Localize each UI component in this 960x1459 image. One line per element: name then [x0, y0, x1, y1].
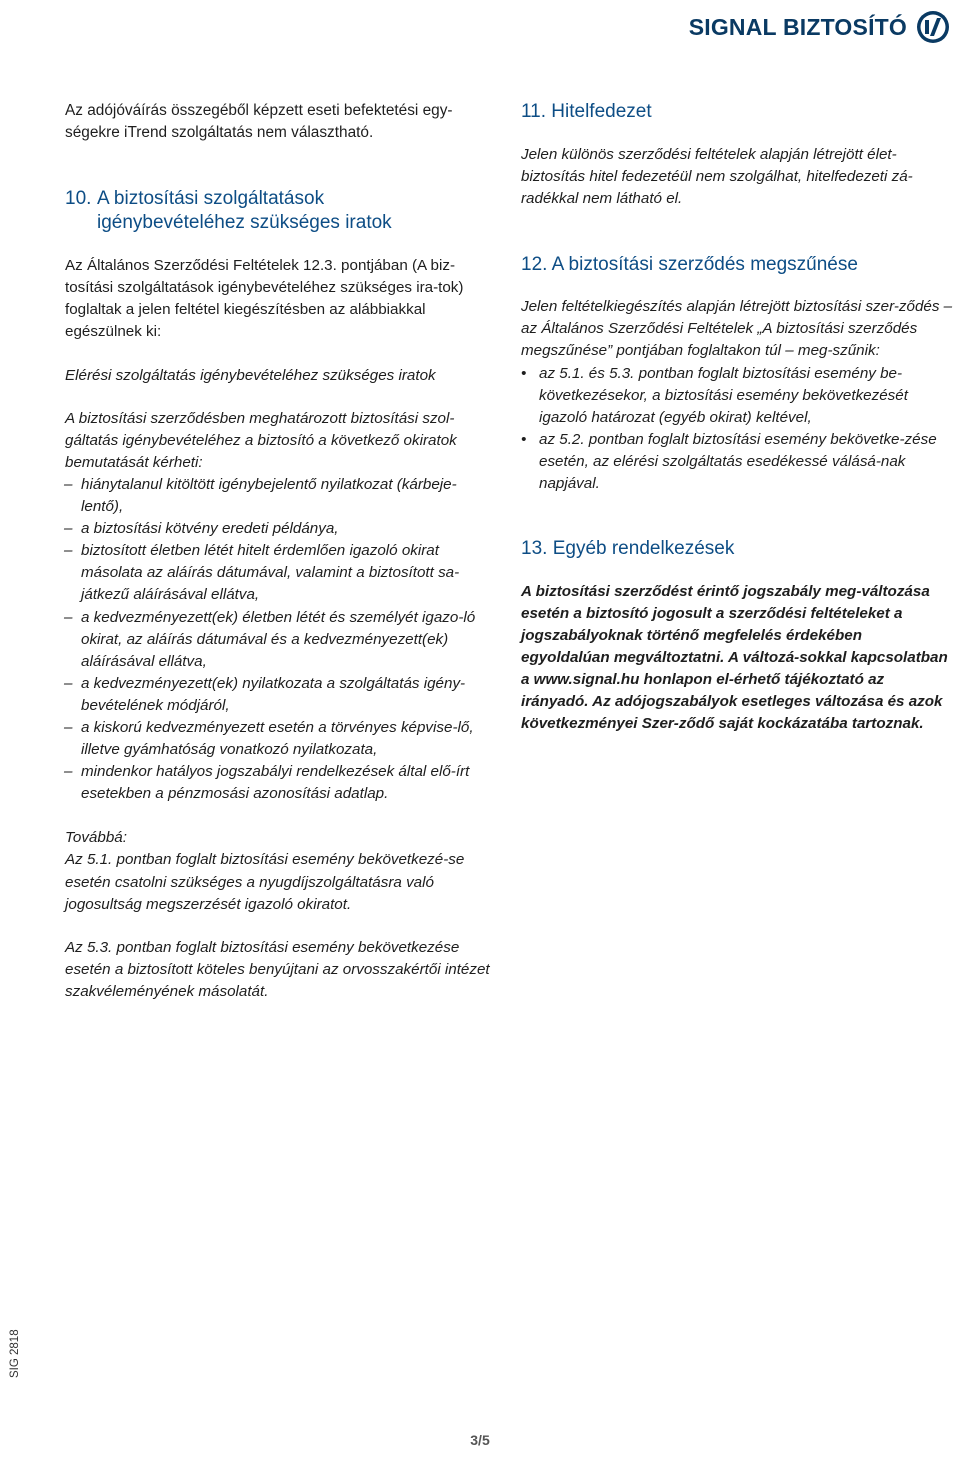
documents-intro: A biztosítási szerződésben meghatározott biztosítási szol-gáltatás igénybevételéhez a biztosító a következő okiratok bemutatását kérheti:: [65, 409, 457, 471]
list-item: • az 5.1. és 5.3. pontban foglalt biztosítási esemény be-következésekor, a biztosítási esemény bekövetkezését igazoló határozat (egyéb okirat) keltével,: [521, 364, 908, 426]
section-12-number: 12.: [521, 253, 548, 275]
section-11-paragraph: Jelen különös szerződési feltételek alapján létrejött élet-biztosítás hitel fedezetéül nem szolgálhat, hitelfedezeti zá-radékkal nem látható el.: [521, 145, 913, 207]
document-code: SIG 2818: [9, 1329, 21, 1378]
termination-conditions-list: [521, 363, 953, 496]
section-13-title: Egyéb rendelkezések: [552, 538, 735, 560]
brand-logo: [689, 10, 950, 44]
list-item: – hiánytalanul kitöltött igénybejelentő nyilatkozat (kárbeje-lentő),: [64, 475, 457, 516]
required-documents-list: [65, 474, 497, 805]
pension-documents-paragraph: Az 5.1. pontban foglalt biztosítási esemény bekövetkezé-se esetén csatolni szükséges a nyugdíjszolgáltatásra való jogosultság megszerzését igazoló okiratot.: [65, 851, 465, 913]
medical-expert-paragraph: Az 5.3. pontban foglalt biztosítási esemény bekövetkezése esetén a biztosított köteles benyújtani az orvosszakértői intézet szakvéleményének másolatát.: [65, 938, 490, 1000]
section-10-paragraph: Az Általános Szerződési Feltételek 12.3. pontjában (A biz-tosítási szolgáltatások igénybevételéhez szükséges ira-tok) foglaltak a jelen feltétel kiegészítésben az alábbiakkal egészülnek ki:: [65, 257, 464, 341]
section-11-number: 11.: [521, 101, 547, 122]
list-item: – a biztosítási kötvény eredeti példánya,: [64, 520, 339, 538]
list-item: – mindenkor hatályos jogszabályi rendelkezések által elő-írt esetekben a pénzmosási azonosítási adatlap.: [64, 763, 470, 803]
section-10-subheading: Elérési szolgáltatás igénybevételéhez szükséges iratok: [65, 366, 436, 384]
section-12-paragraph: Jelen feltételkiegészítés alapján létrejött biztosítási szer-ződés – az Általános Szerződési Feltételek „A biztosítási szerződés megszűnése” pontjában foglaltakon túl – meg-szűnik:: [521, 298, 953, 360]
section-13-heading: [521, 537, 953, 561]
list-item: – biztosított életben létét hitelt érdemlően igazoló okirat másolata az aláírás dátumával, valamint a biztosított sa-játkezű aláírásával ellátva,: [64, 542, 460, 604]
section-12-heading: [521, 253, 953, 277]
signal-circle-logo-icon: [916, 10, 950, 44]
brand-name: SIGNAL BIZTOSÍTÓ: [688, 13, 907, 40]
page-number: 3/5: [470, 1432, 490, 1448]
list-item: – a kiskorú kedvezményezett esetén a törvényes képvise-lő, illetve gyámhatóság vonatkozó nyilatkozata,: [64, 718, 474, 759]
list-item: – a kedvezményezett(ek) életben létét és személyét igazo-ló okirat, az aláírás dátumával és a kedvezményezett(ek) aláírásával ellátva,: [64, 608, 476, 670]
section-10-title-line2: igénybevételéhez szükséges iratok: [97, 211, 392, 233]
section-13-number: 13.: [521, 538, 548, 560]
tovabba-label: Továbbá:: [65, 829, 127, 847]
section-11-heading: [521, 100, 953, 124]
intro-paragraph: Az adójóváírás összegéből képzett eseti befektetési egy-ségekre iTrend szolgáltatás nem választható.: [65, 102, 453, 142]
right-column: [521, 100, 953, 735]
section-10-number: 10.: [65, 188, 92, 210]
section-10-heading: [65, 187, 497, 234]
section-11-title: Hitelfedezet: [551, 101, 652, 122]
list-item: – a kedvezményezett(ek) nyilatkozata a szolgáltatás igény-bevételének módjáról,: [64, 674, 466, 714]
section-10-title-line1: A biztosítási szolgáltatások: [97, 188, 325, 210]
list-item: • az 5.2. pontban foglalt biztosítási esemény bekövetke-zése esetén, az elérési szolgáltatás esedékessé válásá-nak napjával.: [521, 430, 937, 493]
left-column: [65, 100, 497, 1003]
section-12-title: A biztosítási szerződés megszűnése: [551, 253, 858, 275]
section-13-paragraph: A biztosítási szerződést érintő jogszabály meg-változása esetén a biztosító jogosult a szerződési feltételeket a jogszabályoknak történő megfelelés érdekében egyoldalúan megváltoztatni. A változá-sokkal kapcsolatban a www.signal.hu honlapon el-érhető tájékoztató az irányadó. Az adójogszabályok esetleges változása és azok következményei Szer-ződő saját kockázatába tartoznak.: [521, 582, 948, 733]
